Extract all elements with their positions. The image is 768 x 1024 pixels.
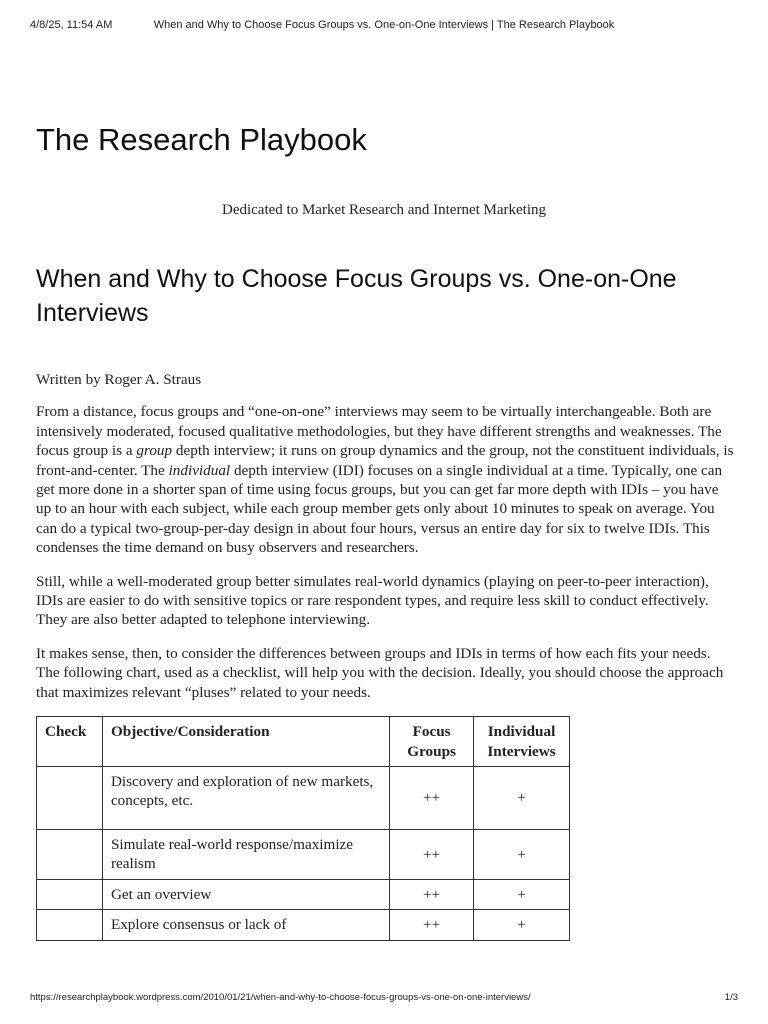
table-row — [37, 879, 570, 909]
paragraph-text: From a distance, focus groups and “one-on-one” interviews may seem to be virtually interchangeable. Both are intensively moderated, focused qualitative methodologies, but they have different strengths and weaknesses. The focus group is a — [36, 403, 722, 460]
byline: Written by Roger A. Straus — [36, 371, 202, 388]
print-page-title: When and Why to Choose Focus Groups vs. One-on-One Interviews | The Research Playbook — [153, 19, 615, 31]
header-individual-interviews — [474, 717, 570, 767]
focus-rating-cell: ++ — [390, 879, 474, 909]
header-individual-line2: Interviews — [487, 742, 556, 760]
site-description: Dedicated to Market Research and Internet Marketing — [221, 202, 547, 218]
header-individual-line1: Individual — [487, 723, 556, 741]
focus-rating-cell: ++ — [390, 829, 474, 879]
print-datetime: 4/8/25, 11:54 AM — [30, 19, 113, 31]
paragraph-still: Still, while a well-moderated group better simulates real-world dynamics (playing on peer-to-peer interaction), IDIs are easier to do with sensitive topics or rare respondent types, and require less skill to conduct effectively. They are also better adapted to telephone interviewing. — [36, 572, 709, 629]
header-focus-line2: Groups — [407, 742, 456, 760]
check-cell[interactable] — [37, 766, 103, 829]
post-title: When and Why to Choose Focus Groups vs. One-on-One Interviews — [36, 265, 677, 327]
paragraph-checklist-intro: It makes sense, then, to consider the differences between groups and IDIs in terms of how each fits your needs. The following chart, used as a checklist, will help you with the decision. Ideally, you should choose the approach that maximizes relevant “pluses” related to your needs. — [36, 644, 724, 701]
individual-rating-cell: + — [474, 829, 570, 879]
check-cell[interactable] — [37, 910, 103, 940]
objective-cell: Simulate real-world response/maximize realism — [102, 829, 389, 879]
individual-rating-cell: + — [474, 910, 570, 940]
focus-rating-cell: ++ — [390, 766, 474, 829]
objective-cell: Explore consensus or lack of — [102, 910, 389, 940]
emphasis-individual: individual — [168, 461, 231, 479]
objective-cell: Get an overview — [102, 879, 389, 909]
focus-rating-cell: ++ — [390, 910, 474, 940]
table-header-row — [37, 717, 570, 767]
checklist-table — [36, 716, 570, 940]
paragraph-text: depth interview (IDI) focuses on a single individual at a time. Typically, one can get more done in a shorter span of time using focus groups, but you can get far more depth with IDIs – you have up to an hour with each subject, while each group member gets only about 10 minutes to speak on average. You can do a typical two-group-per-day design in about four hours, versus an entire day for six to twelve IDIs. This condenses the time demand on busy observers and researchers. — [36, 461, 723, 557]
objective-cell: Discovery and exploration of new markets, concepts, etc. — [102, 766, 389, 829]
table-row — [37, 766, 570, 829]
print-url: https://researchplaybook.wordpress.com/2010/01/21/when-and-why-to-choose-focus-groups-vs-one-on-one-interviews/ — [30, 992, 531, 1003]
header-check: Check — [37, 717, 103, 767]
header-focus-line1: Focus — [412, 723, 451, 741]
check-cell[interactable] — [37, 829, 103, 879]
table-row — [37, 910, 570, 940]
individual-rating-cell: + — [474, 766, 570, 829]
check-cell[interactable] — [37, 879, 103, 909]
print-header — [0, 0, 768, 40]
print-footer — [0, 992, 768, 1012]
emphasis-group: group — [136, 442, 173, 460]
site-title[interactable]: The Research Playbook — [36, 122, 367, 157]
post-content — [36, 370, 736, 941]
paragraph-text: depth interview; it runs on group dynamics and the group, not the constituent individuals, is front-and-center. The — [36, 442, 734, 479]
header-objective: Objective/Consideration — [102, 717, 389, 767]
header-focus-groups — [390, 717, 474, 767]
table-row — [37, 829, 570, 879]
paragraph-intro — [36, 402, 736, 557]
individual-rating-cell: + — [474, 879, 570, 909]
page-number: 1/3 — [724, 992, 738, 1003]
